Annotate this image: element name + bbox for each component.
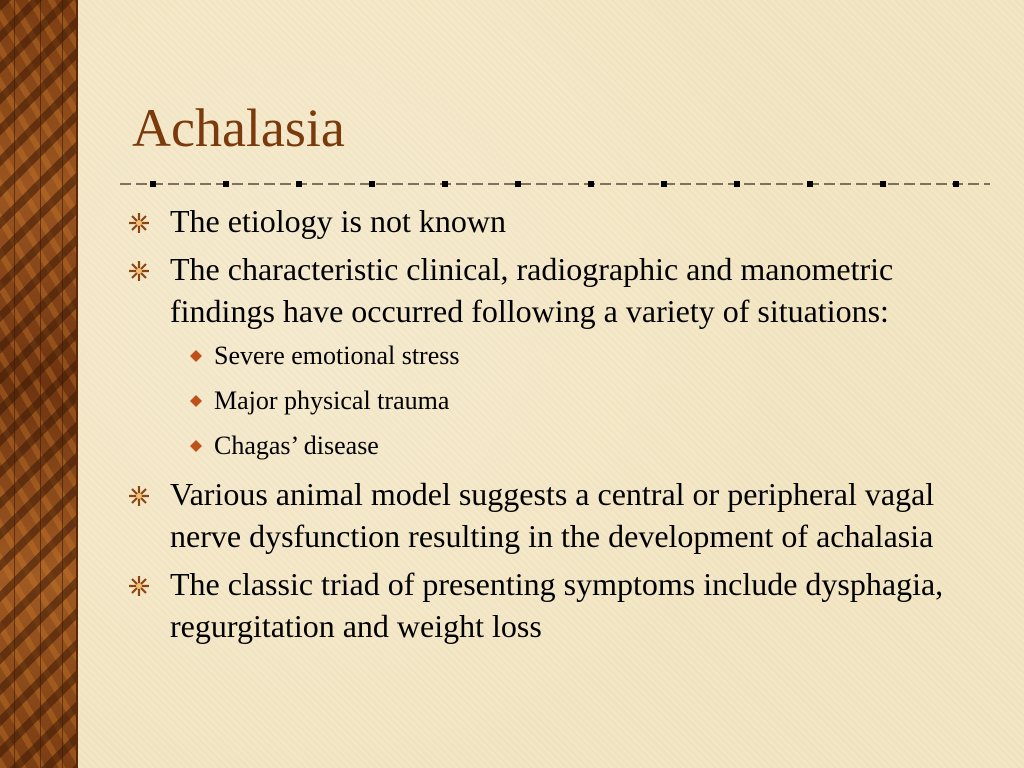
sub-bullet-item bbox=[128, 338, 988, 374]
diamond-icon bbox=[190, 350, 202, 362]
starburst-icon bbox=[128, 260, 150, 282]
sub-bullet-text: Chagas’ disease bbox=[214, 431, 379, 460]
diamond-icon bbox=[190, 440, 202, 452]
sidebar-line bbox=[14, 0, 15, 768]
slide-title: Achalasia bbox=[132, 98, 345, 158]
sub-bullet-item bbox=[128, 428, 988, 464]
starburst-icon bbox=[128, 212, 150, 234]
bullet-text: Various animal model suggests a central or peripheral vagal nerve dysfunction resulting in the development of achalasia bbox=[170, 476, 935, 554]
bullet-text: The etiology is not known bbox=[170, 203, 506, 239]
diamond-icon bbox=[190, 395, 202, 407]
title-divider bbox=[120, 178, 990, 190]
bullet-item bbox=[128, 473, 988, 557]
starburst-icon bbox=[128, 485, 150, 507]
sub-bullet-item bbox=[128, 383, 988, 419]
bullet-item bbox=[128, 248, 988, 332]
sub-bullet-text: Major physical trauma bbox=[214, 386, 450, 415]
bullet-item bbox=[128, 563, 988, 647]
bullet-text: The characteristic clinical, radiographic and manometric findings have occurred following a variety of situations: bbox=[170, 251, 894, 329]
sub-bullet-text: Severe emotional stress bbox=[214, 341, 460, 370]
sidebar-line bbox=[40, 0, 41, 768]
bullet-item bbox=[128, 200, 988, 242]
decorative-sidebar bbox=[0, 0, 78, 768]
starburst-icon bbox=[128, 575, 150, 597]
sidebar-line bbox=[62, 0, 63, 768]
slide-content bbox=[128, 200, 988, 653]
sub-bullet-list bbox=[128, 338, 988, 464]
bullet-text: The classic triad of presenting symptoms include dysphagia, regurgitation and weight loss bbox=[170, 566, 944, 644]
